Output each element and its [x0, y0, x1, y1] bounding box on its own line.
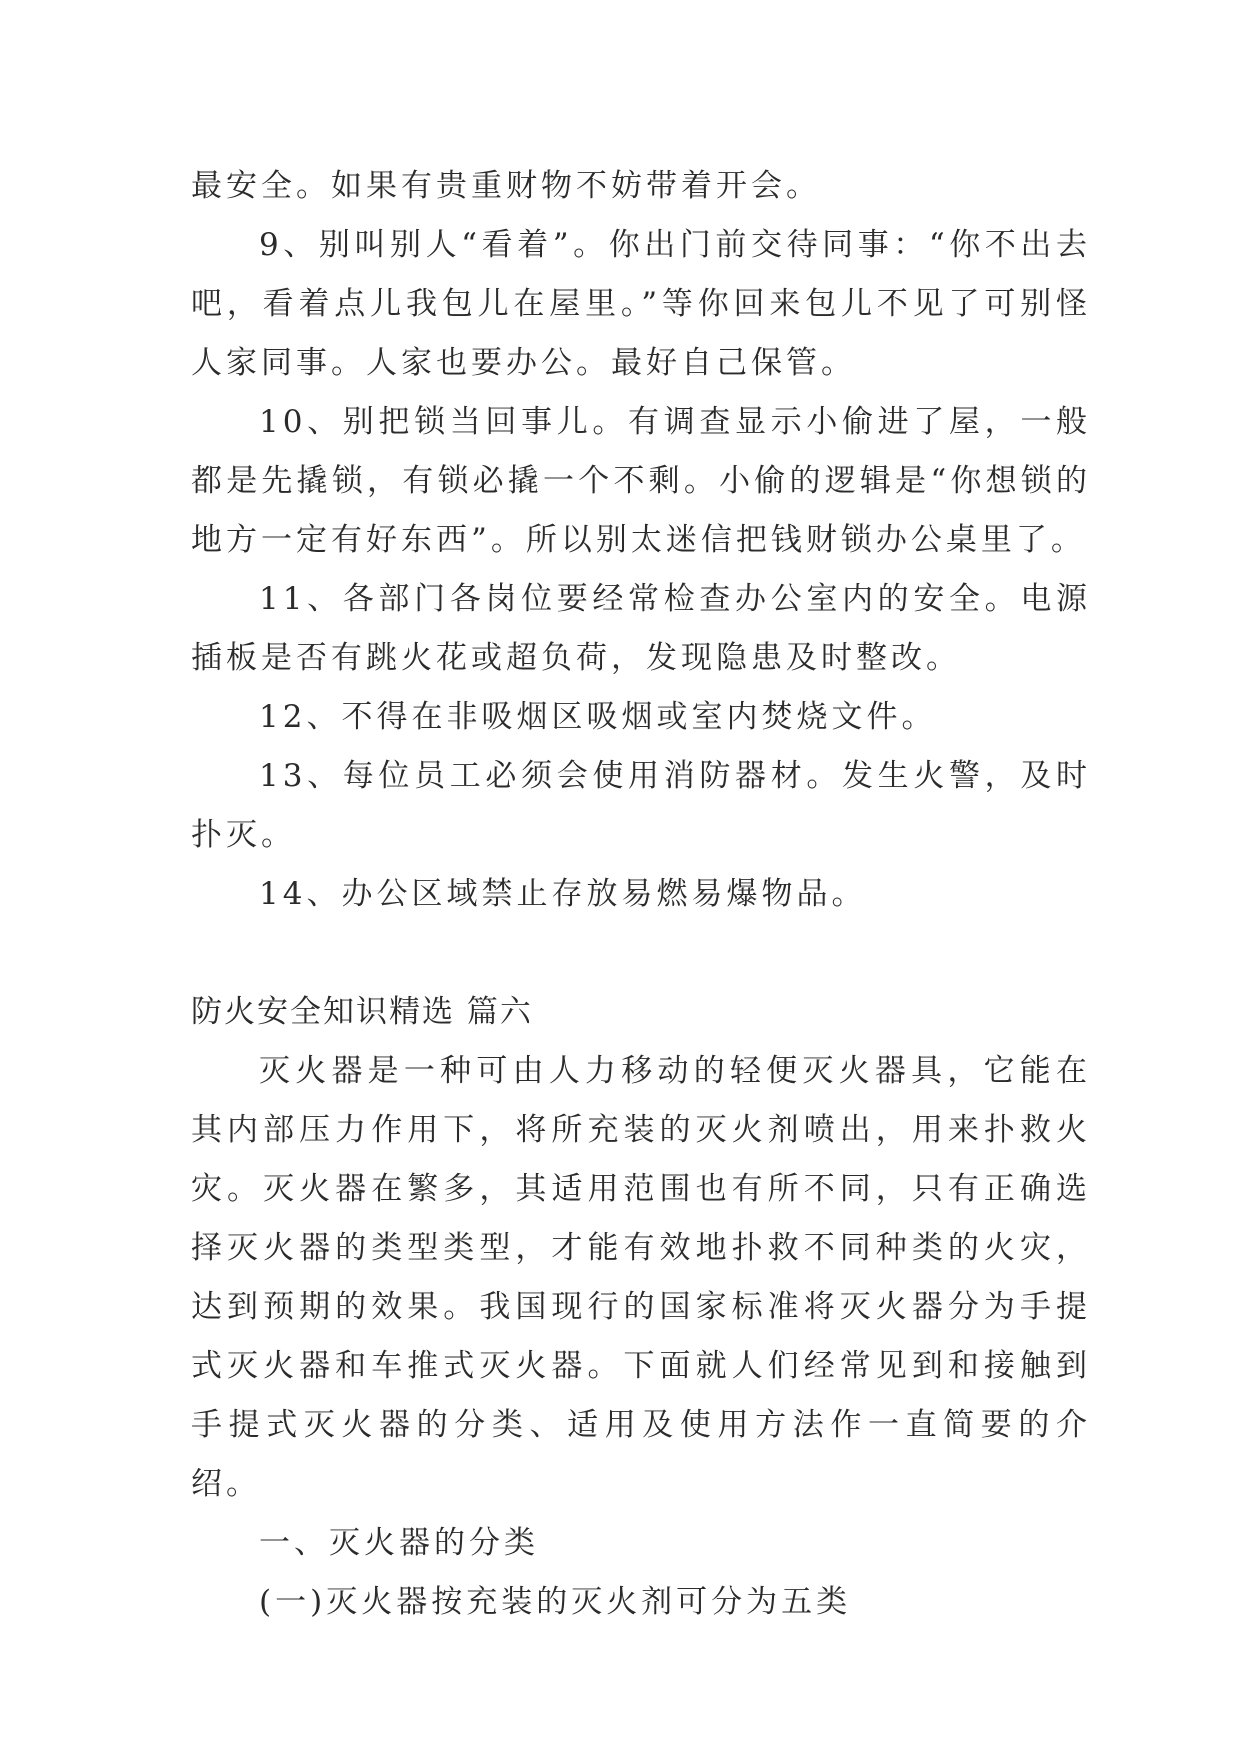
paragraph-item-10: 10、别把锁当回事儿。有调查显示小偷进了屋，一般都是先撬锁，有锁必撬一个不剩。小偷的逻辑是“你想锁的地方一定有好东西”。所以别太迷信把钱财锁办公桌里了。	[191, 404, 1091, 558]
paragraph-item-11: 11、各部门各岗位要经常检查办公室内的安全。电源插板是否有跳火花或超负荷，发现隐患及时整改。	[191, 581, 1091, 676]
document-body	[191, 157, 1091, 1632]
section-heading: 防火安全知识精选 篇六	[191, 994, 533, 1030]
paragraph-item-12: 12、不得在非吸烟区吸烟或室内焚烧文件。	[259, 699, 937, 735]
subheading-by-agent: (一)灭火器按充装的灭火剂可分为五类	[259, 1584, 852, 1620]
subheading-classification: 一、灭火器的分类	[259, 1525, 539, 1561]
paragraph-item-9: 9、别叫别人“看着”。你出门前交待同事：“你不出去吧，看着点儿我包儿在屋里。”等你回来包儿不见了可别怪人家同事。人家也要办公。最好自己保管。	[191, 227, 1091, 381]
section-spacer	[191, 924, 1091, 983]
paragraph-continuation: 最安全。如果有贵重财物不妨带着开会。	[191, 168, 821, 204]
paragraph-fire-extinguisher-intro: 灭火器是一种可由人力移动的轻便灭火器具，它能在其内部压力作用下，将所充装的灭火剂喷出，用来扑救火灾。灭火器在繁多，其适用范围也有所不同，只有正确选择灭火器的类型类型，才能有效地扑救不同种类的火灾，达到预期的效果。我国现行的国家标准将灭火器分为手提式灭火器和车推式灭火器。下面就人们经常见到和接触到手提式灭火器的分类、适用及使用方法作一直简要的介绍。	[191, 1053, 1091, 1502]
paragraph-item-14: 14、办公区域禁止存放易燃易爆物品。	[259, 876, 867, 912]
paragraph-item-13: 13、每位员工必须会使用消防器材。发生火警，及时扑灭。	[191, 758, 1091, 853]
